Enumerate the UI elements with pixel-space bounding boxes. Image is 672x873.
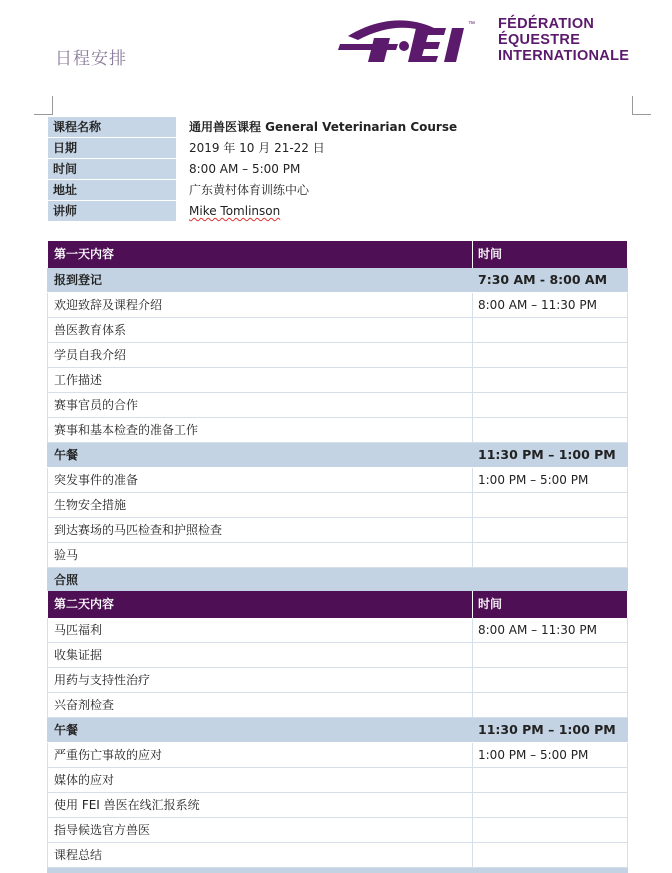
activity-cell: 课程总结 (47, 843, 473, 867)
time-cell (473, 793, 628, 817)
table-row (47, 418, 628, 443)
fei-logo (338, 14, 638, 70)
activity-cell: 欢迎致辞及课程介绍 (47, 293, 473, 317)
table-row (47, 818, 628, 843)
day2-schedule-table (47, 591, 628, 873)
time-cell: 1:00 PM – 5:00 PM (473, 468, 628, 492)
time-cell: 8:00 AM – 11:30 PM (473, 293, 628, 317)
day1-header-time: 时间 (473, 241, 628, 268)
day2-header-content: 第二天内容 (47, 591, 473, 618)
activity-cell: 使用 FEI 兽医在线汇报系统 (47, 793, 473, 817)
time-cell (473, 818, 628, 842)
time-cell (473, 518, 628, 542)
activity-cell: 赛事和基本检查的准备工作 (47, 418, 473, 442)
info-row-course (48, 117, 457, 138)
activity-cell: 马匹福利 (47, 618, 473, 642)
day1-header-content: 第一天内容 (47, 241, 473, 268)
info-value: 通用兽医课程 General Veterinarian Course (189, 120, 458, 134)
svg-text:™: ™ (468, 21, 475, 28)
info-label: 时间 (48, 159, 176, 180)
info-row-time (48, 159, 457, 180)
info-value: 广东黄村体育训练中心 (189, 183, 310, 197)
section-band-row (47, 268, 628, 293)
page-title: 日程安排 (55, 49, 127, 69)
section-band-row (47, 718, 628, 743)
table-row (47, 643, 628, 668)
table-row (47, 768, 628, 793)
info-label: 日期 (48, 138, 176, 159)
time-cell (473, 393, 628, 417)
fei-logo-mark (338, 14, 488, 70)
table-row (47, 393, 628, 418)
table-row (47, 468, 628, 493)
time-cell (473, 843, 628, 867)
activity-cell: 午餐 (47, 718, 473, 742)
table-row (47, 618, 628, 643)
info-value: 2019 年 10 月 21-22 日 (189, 141, 325, 155)
time-cell: 11:30 PM – 1:00 PM (473, 443, 628, 467)
table-row (47, 318, 628, 343)
time-cell (473, 768, 628, 792)
time-cell: 8:00 AM – 11:30 PM (473, 618, 628, 642)
activity-cell: 工作描述 (47, 368, 473, 392)
table-row (47, 293, 628, 318)
activity-cell: 指导候选官方兽医 (47, 818, 473, 842)
activity-cell: 学员自我介绍 (47, 343, 473, 367)
activity-cell: 兽医教育体系 (47, 318, 473, 342)
time-cell: 11:30 PM – 1:00 PM (473, 718, 628, 742)
table-row (47, 743, 628, 768)
time-cell (473, 318, 628, 342)
day1-schedule-table (47, 241, 628, 593)
activity-cell: 到达赛场的马匹检查和护照检查 (47, 518, 473, 542)
time-cell (473, 343, 628, 367)
activity-cell: 严重伤亡事故的应对 (47, 743, 473, 767)
day2-header-time: 时间 (473, 591, 628, 618)
table-row (47, 518, 628, 543)
time-cell (473, 368, 628, 392)
spellcheck-underlined-text[interactable]: Mike Tomlinson (189, 204, 281, 218)
activity-cell: 收集证据 (47, 643, 473, 667)
activity-cell: 突发事件的准备 (47, 468, 473, 492)
info-label: 讲师 (48, 201, 176, 222)
info-row-date (48, 138, 457, 159)
time-cell (473, 418, 628, 442)
time-cell (473, 568, 628, 592)
time-cell: 1:00 PM – 5:00 PM (473, 743, 628, 767)
info-label: 课程名称 (48, 117, 176, 138)
table-row (47, 793, 628, 818)
day2-header-row (47, 591, 628, 618)
day1-header-row (47, 241, 628, 268)
activity-cell: 午餐 (47, 443, 473, 467)
margin-corner-left (34, 96, 53, 115)
table-row (47, 843, 628, 868)
time-cell (473, 643, 628, 667)
activity-cell: 用药与支持性治疗 (47, 668, 473, 692)
margin-corner-right (632, 96, 651, 115)
section-band-row (47, 443, 628, 468)
table-row (47, 693, 628, 718)
time-cell: 7:30 AM - 8:00 AM (473, 268, 628, 292)
fei-logo-text: FÉDÉRATION ÉQUESTRE INTERNATIONALE (498, 16, 630, 64)
table-row (47, 368, 628, 393)
info-value: 8:00 AM – 5:00 PM (189, 162, 301, 176)
time-cell (473, 668, 628, 692)
time-cell (473, 543, 628, 567)
activity-cell: 兴奋剂检查 (47, 693, 473, 717)
info-label: 地址 (48, 180, 176, 201)
activity-cell: 验马 (47, 543, 473, 567)
activity-cell: 报到登记 (47, 268, 473, 292)
activity-cell: 生物安全措施 (47, 493, 473, 517)
activity-cell: 媒体的应对 (47, 768, 473, 792)
table-row (47, 343, 628, 368)
table-row (47, 543, 628, 568)
info-row-address (48, 180, 457, 201)
time-cell (473, 493, 628, 517)
activity-cell: 合照 (47, 568, 473, 592)
table-row (47, 493, 628, 518)
table-row (47, 668, 628, 693)
time-cell (473, 693, 628, 717)
section-band-row (47, 568, 628, 593)
course-info-table (48, 117, 457, 222)
info-row-instructor (48, 201, 457, 222)
info-value (176, 201, 280, 222)
activity-cell: 赛事官员的合作 (47, 393, 473, 417)
